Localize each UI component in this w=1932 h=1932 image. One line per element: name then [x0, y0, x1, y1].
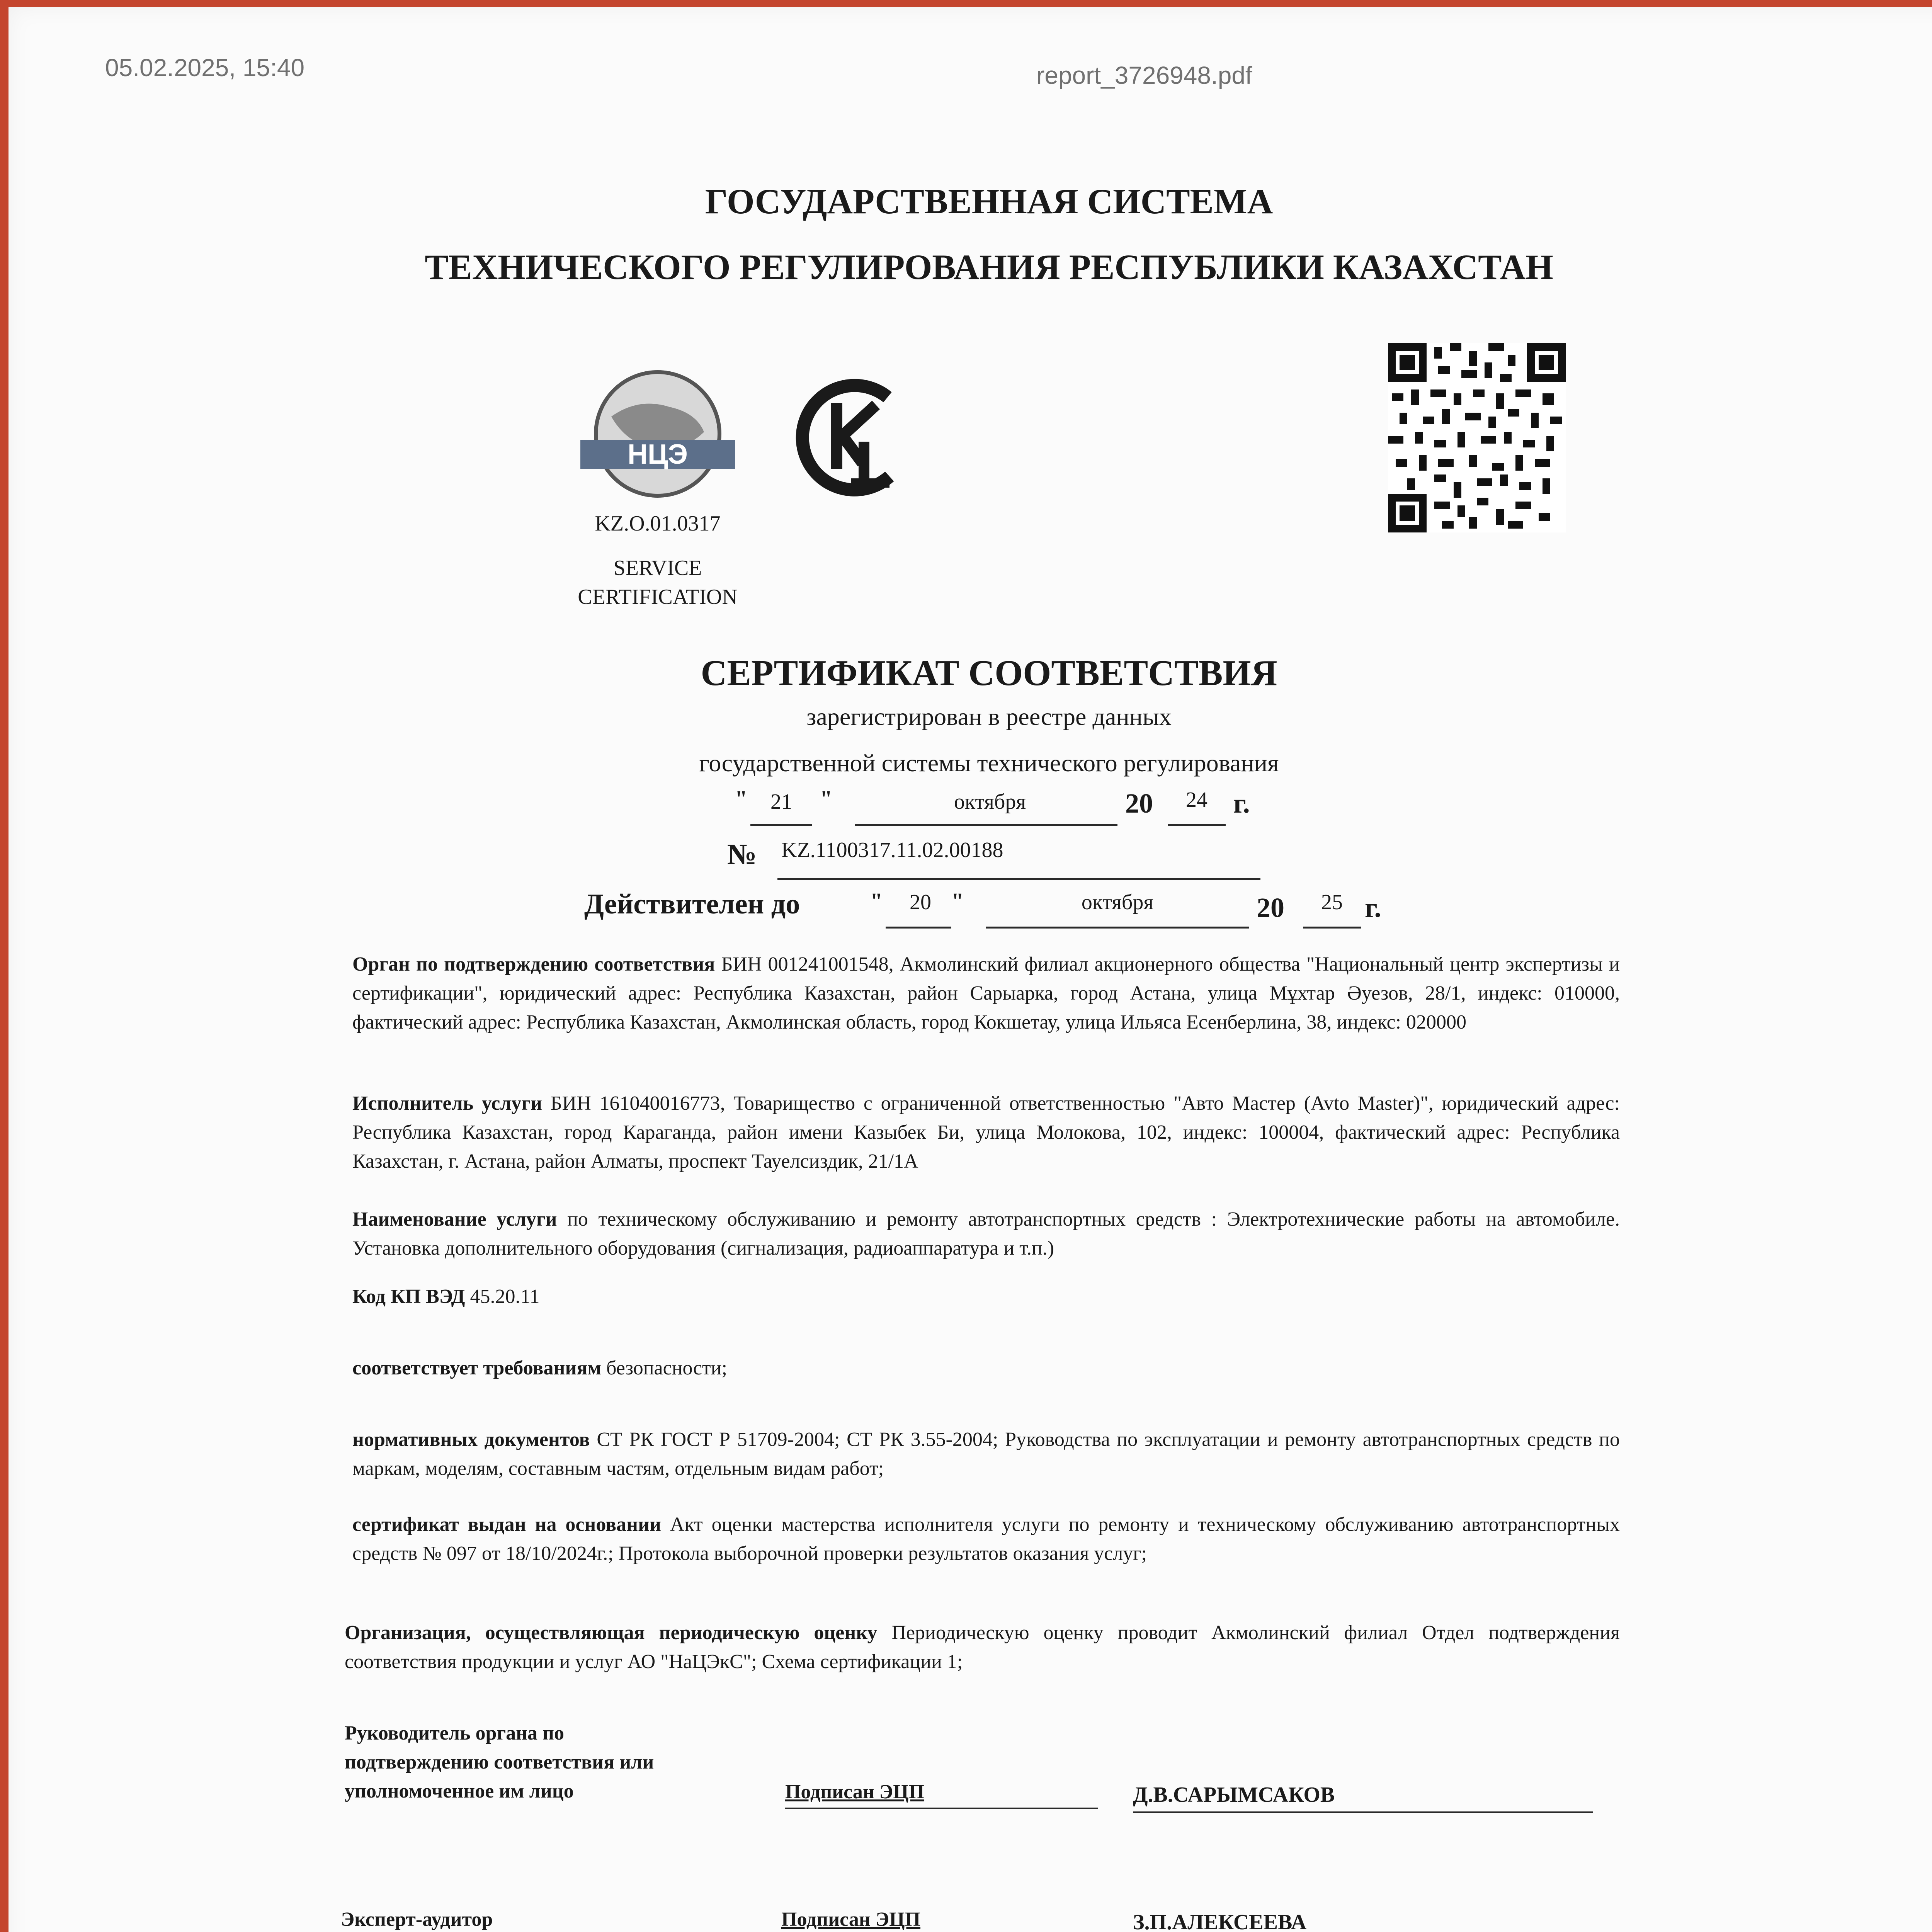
- normative-section: [352, 1425, 1620, 1483]
- executor-label: Исполнитель услуги: [352, 1092, 543, 1114]
- valid-year-suffix: г.: [1365, 892, 1381, 923]
- number-line: [777, 878, 1260, 880]
- basis-label: сертификат выдан на основании: [352, 1514, 662, 1536]
- reg-quote-close: ": [820, 786, 833, 811]
- certificate-page: [9, 7, 1932, 1932]
- reg-day-line: [750, 824, 812, 826]
- organ-text: БИН 001241001548, Акмолинский филиал акционерного общества "Национальный центр экспертизы и сертификации", юридический адрес: Республика Казахстан, район Сарыарка, город Астана, улица Мұхтар Әуезов, 28/1, индекс: 010000, фактический адрес: Республика Казахстан, Акмолинская область, город Кокшетау, улица Ильяса Есенберлина, 38, индекс: 020000: [352, 953, 1620, 1033]
- code-section: [352, 1282, 1620, 1311]
- service-section: [352, 1205, 1620, 1263]
- requirements-text: безопасности;: [606, 1357, 727, 1379]
- valid-month-line: [986, 927, 1249, 929]
- valid-year: 25: [1321, 890, 1343, 914]
- executor-text: БИН 161040016773, Товарищество с ограниченной ответственностью "Авто Мастер (Avto Master)", юридический адрес: Республика Казахстан, город Караганда, район имени Казыбек Би, улица Молокова, 102, индекс: 100004, фактический адрес: Республика Казахстан, г. Астана, район Алматы, проспект Тауелсиздик, 21/1А: [352, 1092, 1620, 1172]
- organ-section: [352, 950, 1620, 1037]
- periodic-section: [345, 1618, 1620, 1676]
- expert-name: З.П.АЛЕКСЕЕВА: [1133, 1910, 1307, 1932]
- number-label: №: [727, 838, 757, 871]
- head-role: [345, 1719, 654, 1806]
- header-line-2: ТЕХНИЧЕСКОГО РЕГУЛИРОВАНИЯ РЕСПУБЛИКИ КАЗАХСТАН: [425, 247, 1553, 287]
- kz-certification-mark-icon: [785, 366, 917, 507]
- head-signed-line: [785, 1808, 1098, 1809]
- logo-caption-1: SERVICE: [613, 556, 702, 580]
- certificate-title: СЕРТИФИКАТ СООТВЕТСТВИЯ: [701, 653, 1277, 693]
- periodic-text: Периодическую оценку проводит Акмолинский филиал Отдел подтверждения соответствия продукции и услуг АО "НаЦЭкС"; Схема сертификации 1;: [345, 1622, 1620, 1673]
- code-text: 45.20.11: [470, 1286, 540, 1308]
- print-filename: report_3726948.pdf: [1036, 61, 1252, 89]
- valid-year-line: [1303, 927, 1361, 929]
- basis-section: [352, 1510, 1620, 1568]
- reg-year-prefix: 20: [1125, 788, 1153, 819]
- normative-text: СТ РК ГОСТ Р 51709-2004; СТ РК 3.55-2004; Руководства по эксплуатации и ремонту автотранспортных средств по маркам, моделям, составным частям, отдельным видам работ;: [352, 1429, 1620, 1480]
- service-label: Наименование услуги: [352, 1208, 557, 1230]
- certificate-number: KZ.1100317.11.02.00188: [781, 838, 1003, 862]
- expert-role: Эксперт-аудитор: [341, 1908, 493, 1930]
- header-line-1: ГОСУДАРСТВЕННАЯ СИСТЕМА: [705, 182, 1273, 221]
- valid-quote-close: ": [951, 888, 964, 913]
- certificate-subtitle-2: государственной системы технического регулирования: [699, 749, 1279, 777]
- valid-day: 20: [910, 890, 931, 914]
- service-text: по техническому обслуживанию и ремонту автотранспортных средств : Электротехнические работы на автомобиле. Установка дополнительного оборудования (сигнализация, радиоаппаратура и т.п.): [352, 1208, 1620, 1259]
- valid-until-label: Действителен до: [584, 888, 800, 920]
- reg-year-line: [1168, 824, 1226, 826]
- head-role-line-1: Руководитель органа по: [345, 1722, 564, 1744]
- valid-day-line: [886, 927, 951, 929]
- emblem-text: НЦЭ: [628, 439, 688, 470]
- head-role-line-3: уполномоченное им лицо: [345, 1780, 574, 1802]
- reg-month-line: [855, 824, 1117, 826]
- executor-section: [352, 1089, 1620, 1176]
- head-signed-label: Подписан ЭЦП: [785, 1781, 925, 1803]
- valid-year-prefix: 20: [1257, 892, 1284, 923]
- reg-day: 21: [770, 790, 792, 814]
- valid-quote-open: ": [870, 888, 883, 913]
- reg-year-suffix: г.: [1233, 788, 1250, 819]
- ncec-globe-logo: [580, 370, 735, 500]
- logo-reg-number: KZ.O.01.0317: [595, 512, 721, 536]
- periodic-label: Организация, осуществляющая периодическую оценку: [345, 1622, 878, 1644]
- normative-label: нормативных документов: [352, 1429, 590, 1451]
- valid-month: октября: [1081, 890, 1154, 914]
- requirements-label: соответствует требованиям: [352, 1357, 601, 1379]
- print-datetime: 05.02.2025, 15:40: [105, 54, 305, 82]
- logo-caption-2: CERTIFICATION: [578, 585, 738, 609]
- head-name-line: [1133, 1811, 1593, 1813]
- basis-text: Акт оценки мастерства исполнителя услуги по ремонту и техническому обслуживанию автотранспортных средств № 097 от 18/10/2024г.; Протокола выборочной проверки результатов оказания услуг;: [352, 1514, 1620, 1565]
- organ-label: Орган по подтверждению соответствия: [352, 953, 715, 975]
- code-label: Код КП ВЭД: [352, 1286, 465, 1308]
- qr-code[interactable]: [1388, 343, 1566, 534]
- requirements-section: [352, 1354, 1620, 1383]
- reg-year: 24: [1186, 788, 1208, 812]
- head-name: Д.В.САРЫМСАКОВ: [1133, 1783, 1335, 1807]
- reg-month: октября: [954, 790, 1026, 814]
- expert-signed-label: Подписан ЭЦП: [781, 1908, 921, 1930]
- certificate-subtitle-1: зарегистрирован в реестре данных: [806, 703, 1172, 730]
- reg-quote-open: ": [735, 786, 748, 811]
- head-role-line-2: подтверждению соответствия или: [345, 1751, 654, 1773]
